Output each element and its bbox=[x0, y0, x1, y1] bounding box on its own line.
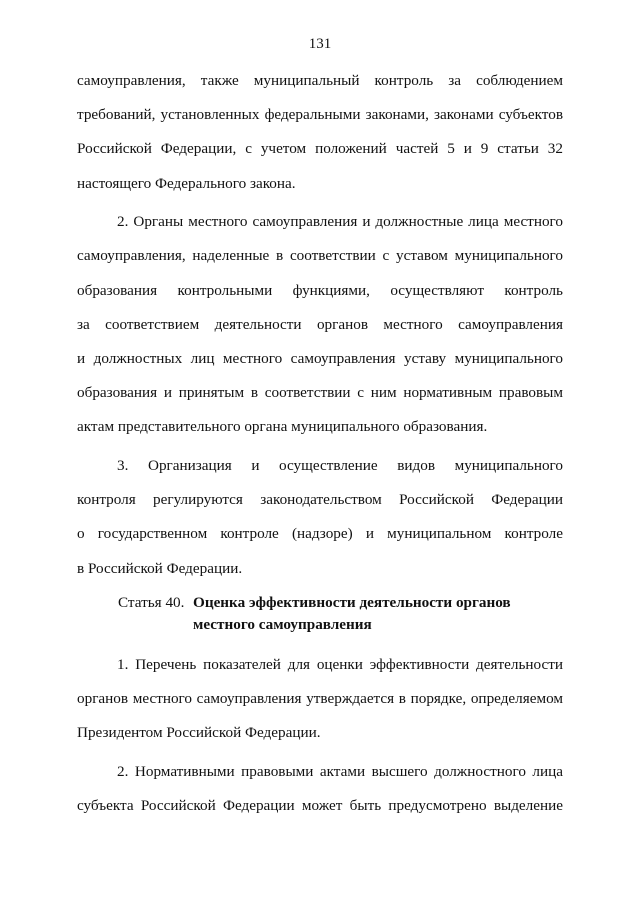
text-line: настоящего Федерального закона. bbox=[77, 174, 296, 192]
article-label: Статья 40. bbox=[118, 593, 185, 611]
text-line: самоуправления, также муниципальный контроль за соблюдением bbox=[77, 72, 563, 89]
text-line: контроля регулируются законодательством Российской Федерации bbox=[77, 491, 563, 509]
text-line: органов местного самоуправления утверждается в порядке, определяемом bbox=[77, 690, 563, 707]
text-line: в Российской Федерации. bbox=[77, 559, 243, 577]
page-number: 131 bbox=[308, 36, 332, 52]
document-body bbox=[77, 64, 563, 823]
text-line: субъекта Российской Федерации может быть предусмотрено выделение bbox=[77, 797, 563, 815]
text-line: 2. Органы местного самоуправления и должностные лица местного bbox=[117, 213, 563, 231]
text-line: за соответствием деятельности органов местного самоуправления bbox=[77, 315, 563, 333]
text-line: Президентом Российской Федерации. bbox=[77, 724, 321, 742]
article-heading bbox=[77, 592, 563, 636]
text-line: 3. Организация и осуществление видов муниципального bbox=[117, 457, 563, 475]
text-line: актам представительного органа муниципального образования. bbox=[77, 418, 488, 436]
text-line: 1. Перечень показателей для оценки эффективности деятельности bbox=[117, 655, 563, 673]
article-title bbox=[193, 592, 563, 636]
article-title-line: местного самоуправления bbox=[193, 615, 372, 633]
article-title-line: Оценка эффективности деятельности органов bbox=[193, 593, 511, 611]
text-line: о государственном контроле (надзоре) и муниципальном контроле bbox=[77, 525, 563, 543]
text-line: образования и принятым в соответствии с ним нормативным правовым bbox=[77, 384, 563, 402]
text-line: и должностных лиц местного самоуправления уставу муниципального bbox=[77, 350, 563, 367]
text-line: Российской Федерации, с учетом положений частей 5 и 9 статьи 32 bbox=[77, 140, 563, 158]
text-line: требований, установленных федеральными законами, законами субъектов bbox=[77, 106, 563, 124]
text-line: самоуправления, наделенные в соответствии с уставом муниципального bbox=[77, 247, 563, 265]
text-line: 2. Нормативными правовыми актами высшего должностного лица bbox=[117, 762, 563, 780]
text-line: образования контрольными функциями, осуществляют контроль bbox=[77, 281, 563, 299]
